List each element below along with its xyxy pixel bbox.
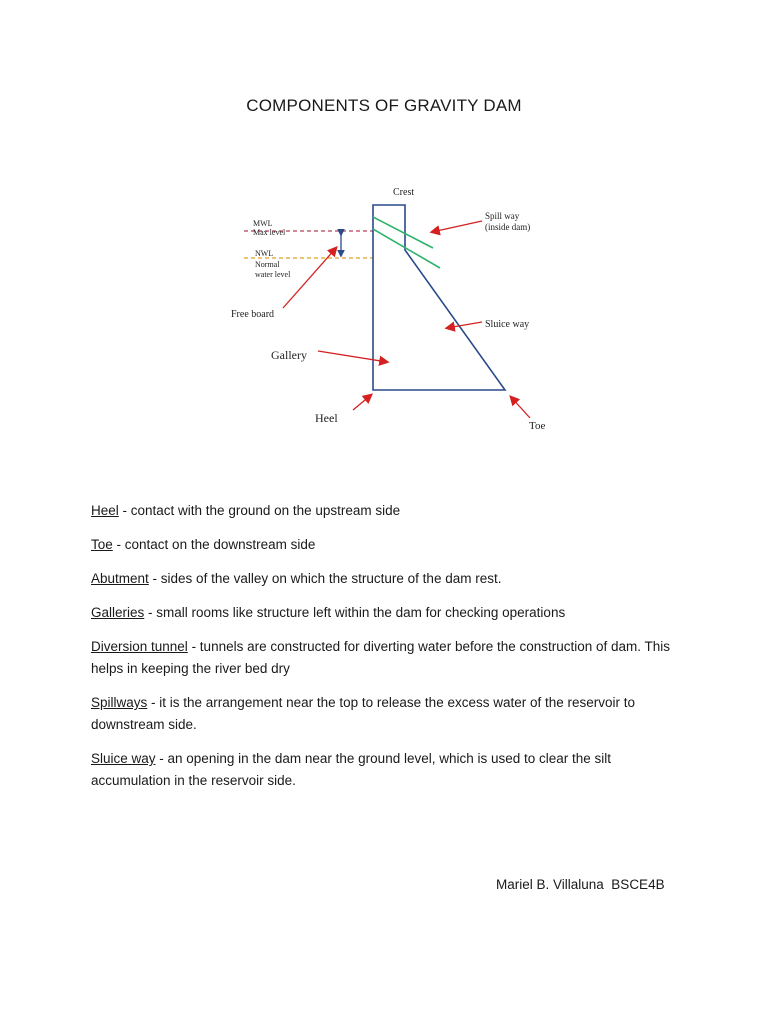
normal-label: Normal [255, 260, 280, 269]
definition-term: Heel [91, 503, 119, 518]
toe-arrow [511, 397, 530, 418]
toe-label: Toe [529, 420, 546, 432]
definition-text: - an opening in the dam near the ground level, which is used to clear the silt accumulation in the reservoir side. [91, 751, 612, 788]
definition-text: - it is the arrangement near the top to release the excess water of the reservoir to downstream side. [91, 695, 636, 732]
definition-text: - contact on the downstream side [112, 537, 316, 552]
gallery-arrow [318, 351, 387, 362]
spillway-label-2: (inside dam) [485, 222, 531, 232]
definition-toe [91, 534, 681, 556]
definition-term: Diversion tunnel [91, 639, 188, 654]
sluiceway-label: Sluice way [485, 319, 530, 330]
definition-diversion-tunnel [91, 636, 681, 680]
definition-term: Galleries [91, 605, 145, 620]
definition-term: Sluice way [91, 751, 156, 766]
definition-term: Abutment [91, 571, 149, 586]
definition-galleries [91, 602, 681, 624]
freeboard-pointer [283, 248, 336, 308]
sluiceway-arrow [447, 322, 482, 328]
freeboard-label: Free board [231, 309, 275, 320]
definition-spillways [91, 692, 681, 736]
definition-heel [91, 500, 681, 522]
gravity-dam-diagram [0, 0, 768, 470]
spillway-label: Spill way [485, 211, 520, 221]
nwl-label: NWL [255, 249, 274, 258]
definition-abutment [91, 568, 681, 590]
definition-sluice-way [91, 748, 681, 792]
definition-text: - sides of the valley on which the structure of the dam rest. [148, 571, 502, 586]
author-signature: Mariel B. Villaluna BSCE4B [496, 877, 665, 892]
heel-label: Heel [315, 411, 338, 425]
definition-text: - tunnels are constructed for diverting water before the construction of dam. This helps in keeping the river bed dry [91, 639, 671, 676]
gallery-label: Gallery [271, 348, 307, 362]
definition-term: Toe [91, 537, 113, 552]
definition-text: - small rooms like structure left within the dam for checking operations [144, 605, 566, 620]
spillway-line-upper [373, 217, 433, 248]
maxlevel-label: Max level [253, 228, 286, 237]
waterlevel-label: water level [255, 270, 291, 279]
spillway-arrow [432, 221, 482, 232]
mwl-label: MWL [253, 219, 273, 228]
definition-text: - contact with the ground on the upstream side [118, 503, 401, 518]
dam-outline [373, 205, 505, 390]
crest-label: Crest [393, 187, 415, 198]
page-title: COMPONENTS OF GRAVITY DAM [246, 96, 522, 115]
heel-arrow [353, 395, 371, 410]
definitions-list [91, 500, 681, 804]
definition-term: Spillways [91, 695, 148, 710]
